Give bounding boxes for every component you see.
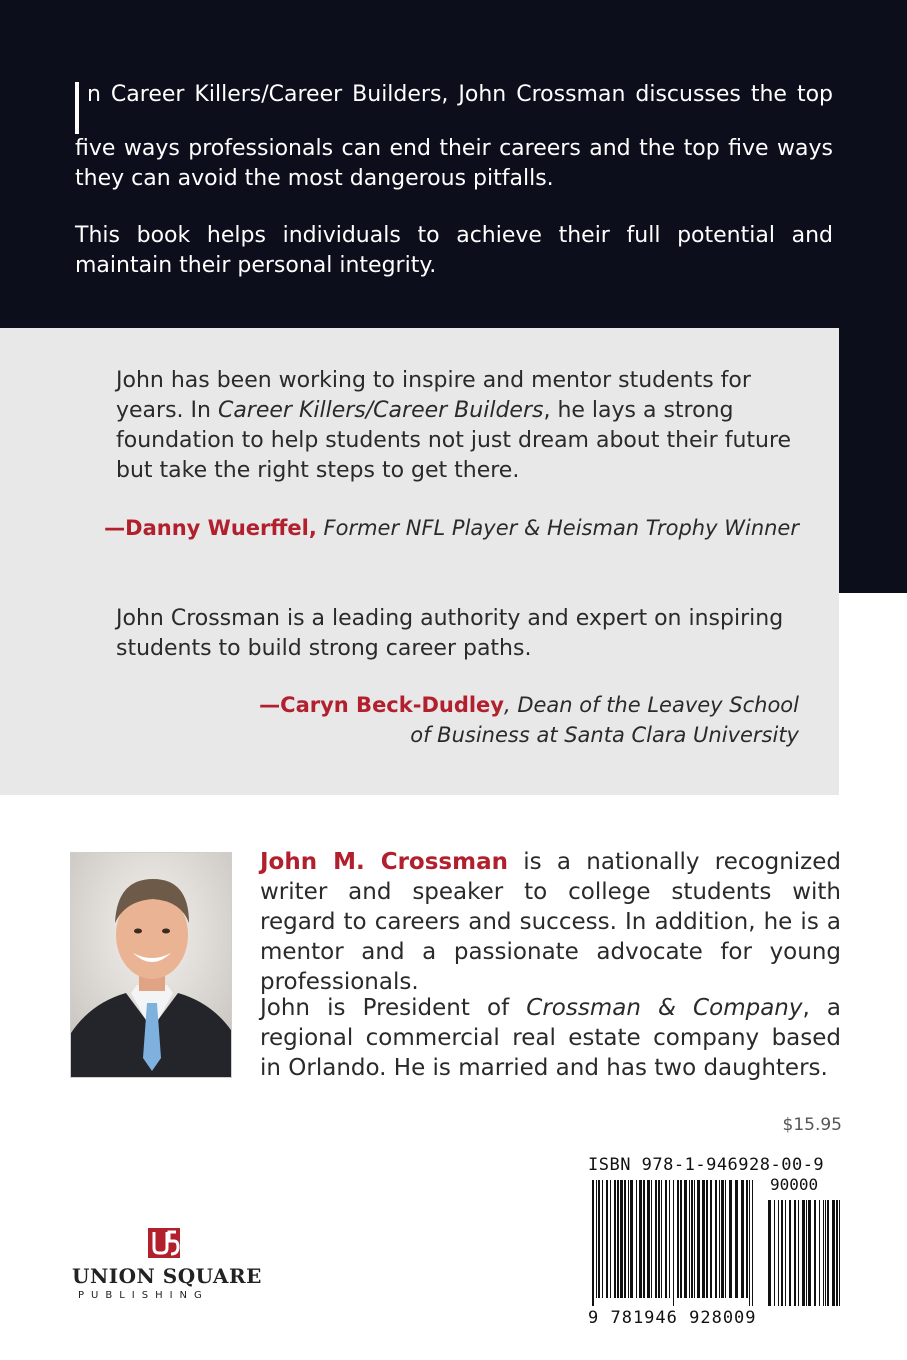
barcode-icon bbox=[592, 1180, 842, 1306]
publisher-subtitle: PUBLISHING bbox=[78, 1290, 209, 1301]
publisher-name: UNION SQUARE bbox=[72, 1264, 262, 1288]
author-bio-paragraph-1: John M. Crossman is a nationally recognized writer and speaker to college students with regard to careers and success. In addition, he is a mentor and a passionate advocate for young professionals. bbox=[260, 849, 841, 995]
price: $15.95 bbox=[782, 1115, 842, 1135]
blurb-text-1: n Career Killers/Career Builders, John Crossman discusses the top five ways professionals can end their careers and the top five ways they can avoid the most dangerous pitfalls. bbox=[75, 82, 833, 191]
company-name: Crossman & Company bbox=[526, 995, 803, 1021]
quote-1-role: Former NFL Player & Heisman Trophy Winner bbox=[323, 516, 799, 540]
quote-1-author: —Danny Wuerffel, bbox=[104, 516, 317, 540]
quote-1-text: John has been working to inspire and mentor students for years. In Career Killers/Career Builders, he lays a strong foundation to help students not just dream about their future but take the right steps to get there. bbox=[116, 368, 792, 483]
quote-2-role-line-2: of Business at Santa Clara University bbox=[410, 723, 799, 747]
author-bio-paragraph-2: John is President of Crossman & Company, a regional commercial real estate company based in Orlando. He is married and has two daughters. bbox=[260, 995, 841, 1081]
quote-2-role-line-1: , Dean of the Leavey School bbox=[503, 693, 799, 717]
author-photo bbox=[70, 852, 232, 1078]
isbn-number: ISBN 978-1-946928-00-9 bbox=[588, 1155, 825, 1175]
author-name: John M. Crossman bbox=[260, 849, 508, 875]
quote-1-book-title: Career Killers/Career Builders bbox=[217, 398, 544, 423]
quote-2-author: —Caryn Beck-Dudley bbox=[259, 693, 504, 717]
quote-2-text: John Crossman is a leading authority and expert on inspiring students to build strong career paths. bbox=[116, 606, 784, 661]
ean-number: 9 781946 928009 bbox=[588, 1308, 757, 1328]
barcode-addon-number: 90000 bbox=[770, 1175, 819, 1194]
drop-cap-letter bbox=[75, 82, 87, 134]
book-blurb bbox=[75, 80, 833, 308]
quote-1-attribution bbox=[104, 513, 799, 543]
blurb-paragraph-1 bbox=[75, 80, 833, 194]
blurb-paragraph-2: This book helps individuals to achieve their full potential and maintain their personal integrity. bbox=[75, 223, 833, 278]
quote-2-attribution bbox=[259, 690, 799, 750]
